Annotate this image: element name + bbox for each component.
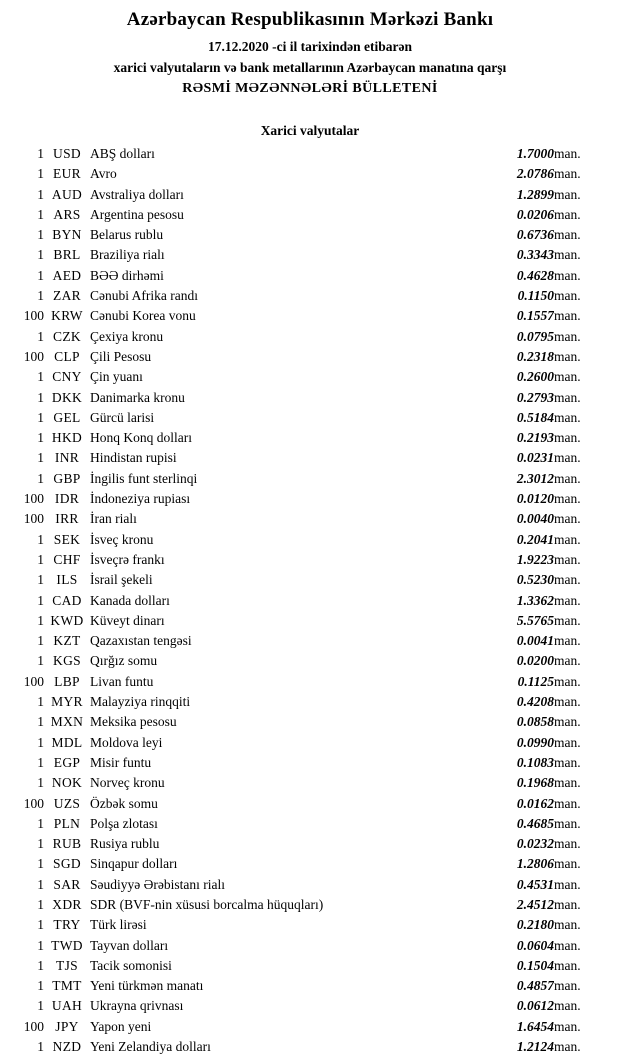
currency-name-cell: İndoneziya rupiası	[90, 491, 191, 507]
currency-name-cell: BƏƏ dirhəmi	[90, 267, 164, 283]
quantity-cell: 1	[37, 896, 44, 912]
currency-name-cell: Avstraliya dolları	[90, 186, 184, 202]
unit-cell: man.	[554, 978, 581, 994]
currency-name-cell: Honq Konq dolları	[90, 430, 192, 446]
quantity-cell: 1	[37, 227, 44, 243]
currency-name-cell: Avro	[90, 166, 117, 182]
quantity-cell: 1	[37, 876, 44, 892]
currency-code-cell: MXN	[50, 714, 84, 730]
unit-cell: man.	[554, 166, 581, 182]
rate-value-cell: 0.0604	[516, 937, 554, 953]
rate-row	[8, 956, 608, 976]
quantity-cell: 100	[23, 308, 44, 324]
quantity-cell: 1	[37, 612, 44, 628]
currency-code-cell: CAD	[52, 592, 82, 608]
currency-name-cell: SDR (BVF-nin xüsusi borcalma hüquqları)	[90, 896, 324, 912]
unit-cell: man.	[554, 673, 581, 689]
unit-cell: man.	[554, 734, 581, 750]
rate-value-cell: 0.1083	[516, 754, 554, 770]
rate-value-cell: 0.4208	[516, 694, 554, 710]
quantity-cell: 1	[37, 267, 44, 283]
quantity-cell: 1	[37, 206, 44, 222]
unit-cell: man.	[554, 856, 581, 872]
unit-cell: man.	[554, 754, 581, 770]
unit-cell: man.	[554, 896, 581, 912]
rate-value-cell: 0.0612	[516, 998, 554, 1014]
rate-row	[8, 205, 608, 225]
rate-value-cell: 0.5184	[516, 409, 554, 425]
rate-row	[8, 286, 608, 306]
page-header	[0, 9, 620, 97]
currency-code-cell: JPY	[55, 1018, 79, 1034]
currency-name-cell: Yeni Zelandiya dolları	[90, 1039, 211, 1055]
unit-cell: man.	[554, 348, 581, 364]
currency-name-cell: Malayziya rinqqiti	[90, 694, 191, 710]
quantity-cell: 1	[37, 288, 44, 304]
quantity-cell: 1	[37, 551, 44, 567]
quantity-cell: 1	[37, 998, 44, 1014]
rate-value-cell: 0.0231	[516, 450, 554, 466]
unit-cell: man.	[554, 430, 581, 446]
rate-row	[8, 185, 608, 205]
rate-row	[8, 388, 608, 408]
unit-cell: man.	[554, 409, 581, 425]
currency-name-cell: İran rialı	[90, 511, 137, 527]
unit-cell: man.	[554, 937, 581, 953]
currency-code-cell: CHF	[53, 551, 81, 567]
currency-name-cell: Çin yuanı	[90, 369, 143, 385]
rate-row	[8, 550, 608, 570]
unit-cell: man.	[554, 227, 581, 243]
quantity-cell: 100	[23, 348, 44, 364]
rate-row	[8, 996, 608, 1016]
rate-row	[8, 794, 608, 814]
quantity-cell: 1	[37, 430, 44, 446]
rate-row	[8, 245, 608, 265]
quantity-cell: 1	[37, 450, 44, 466]
currency-name-cell: Yapon yeni	[90, 1018, 152, 1034]
rate-value-cell: 0.2600	[516, 369, 554, 385]
quantity-cell: 1	[37, 694, 44, 710]
rate-value-cell: 0.3343	[516, 247, 554, 263]
rate-row	[8, 692, 608, 712]
currency-name-cell: İngilis funt sterlinqi	[90, 470, 198, 486]
quantity-cell: 1	[37, 572, 44, 588]
quantity-cell: 1	[37, 1039, 44, 1055]
rate-value-cell: 0.2180	[516, 917, 554, 933]
rate-value-cell: 0.4685	[516, 815, 554, 831]
currency-name-cell: Cənubi Afrika randı	[90, 288, 198, 304]
currency-code-cell: SEK	[53, 531, 81, 547]
rate-value-cell: 0.1968	[516, 775, 554, 791]
rate-row	[8, 327, 608, 347]
currency-name-cell: Polşa zlotası	[90, 815, 158, 831]
currency-name-cell: İsrail şekeli	[90, 572, 153, 588]
quantity-cell: 1	[37, 247, 44, 263]
quantity-cell: 100	[23, 795, 44, 811]
currency-code-cell: TWD	[51, 937, 83, 953]
currency-name-cell: ABŞ dolları	[90, 146, 155, 161]
currency-code-cell: XDR	[52, 896, 82, 912]
quantity-cell: 1	[37, 937, 44, 953]
currency-name-cell: Danimarka kronu	[90, 389, 185, 405]
unit-cell: man.	[554, 389, 581, 405]
currency-code-cell: EGP	[53, 754, 81, 770]
rate-value-cell: 1.3362	[516, 592, 554, 608]
rate-row	[8, 225, 608, 245]
rate-value-cell: 0.0795	[516, 328, 554, 344]
currency-code-cell: INR	[54, 450, 80, 466]
currency-code-cell: IDR	[54, 491, 80, 507]
rate-value-cell: 0.0162	[516, 795, 554, 811]
rate-value-cell: 0.6736	[516, 227, 554, 243]
unit-cell: man.	[554, 308, 581, 324]
rate-row	[8, 1017, 608, 1037]
rate-value-cell: 0.0858	[516, 714, 554, 730]
unit-cell: man.	[554, 450, 581, 466]
unit-cell: man.	[554, 491, 581, 507]
rate-row	[8, 875, 608, 895]
rate-row	[8, 367, 608, 387]
rate-row	[8, 895, 608, 915]
quantity-cell: 1	[37, 592, 44, 608]
rate-value-cell: 1.2806	[516, 856, 554, 872]
quantity-cell: 1	[37, 836, 44, 852]
currency-name-cell: Argentina pesosu	[90, 206, 184, 222]
currency-code-cell: RUB	[52, 836, 82, 852]
rate-row	[8, 814, 608, 834]
currency-code-cell: HKD	[51, 430, 83, 446]
rate-row	[8, 428, 608, 448]
currency-name-cell: Yeni türkmən manatı	[90, 978, 204, 994]
currency-code-cell: UZS	[53, 795, 81, 811]
currency-name-cell: Gürcü larisi	[90, 409, 155, 425]
quantity-cell: 1	[37, 815, 44, 831]
currency-name-cell: Özbək somu	[90, 795, 158, 811]
rate-row	[8, 976, 608, 996]
rate-value-cell: 0.0040	[516, 511, 554, 527]
unit-cell: man.	[554, 146, 581, 161]
quantity-cell: 1	[37, 714, 44, 730]
quantity-cell: 1	[37, 754, 44, 770]
quantity-cell: 1	[37, 186, 44, 202]
quantity-cell: 1	[37, 957, 44, 973]
quantity-cell: 100	[23, 491, 44, 507]
currency-code-cell: ILS	[56, 572, 78, 588]
unit-cell: man.	[554, 328, 581, 344]
currency-code-cell: GBP	[53, 470, 81, 486]
currency-name-cell: Hindistan rupisi	[90, 450, 177, 466]
currency-code-cell: KWD	[50, 612, 84, 628]
currency-code-cell: GEL	[53, 409, 81, 425]
currency-name-cell: Ukrayna qrivnası	[90, 998, 184, 1014]
unit-cell: man.	[554, 592, 581, 608]
currency-code-cell: PLN	[53, 815, 81, 831]
currency-code-cell: MYR	[51, 694, 83, 710]
quantity-cell: 1	[37, 470, 44, 486]
section-title: Xarici valyutalar	[260, 123, 360, 138]
rate-value-cell: 0.4531	[516, 876, 554, 892]
rate-row	[8, 469, 608, 489]
quantity-cell: 100	[23, 511, 44, 527]
rate-row	[8, 570, 608, 590]
currency-name-cell: Səudiyyə Ərəbistanı rialı	[90, 876, 225, 892]
rate-value-cell: 0.4857	[516, 978, 554, 994]
rate-row	[8, 631, 608, 651]
rate-value-cell: 1.2124	[516, 1039, 554, 1055]
quantity-cell: 100	[23, 673, 44, 689]
quantity-cell: 1	[37, 531, 44, 547]
rate-value-cell: 1.7000	[516, 146, 554, 161]
unit-cell: man.	[554, 653, 581, 669]
rate-row	[8, 448, 608, 468]
rate-value-cell: 0.0232	[516, 836, 554, 852]
currency-code-cell: BRL	[53, 247, 81, 263]
currency-code-cell: ZAR	[53, 288, 81, 304]
unit-cell: man.	[554, 267, 581, 283]
currency-code-cell: DKK	[51, 389, 83, 405]
currency-code-cell: KGS	[53, 653, 81, 669]
quantity-cell: 1	[37, 328, 44, 344]
unit-cell: man.	[554, 775, 581, 791]
rate-row	[8, 672, 608, 692]
rate-value-cell: 0.0206	[516, 206, 554, 222]
quantity-cell: 1	[37, 369, 44, 385]
unit-cell: man.	[554, 470, 581, 486]
unit-cell: man.	[554, 247, 581, 263]
currency-name-cell: Çili Pesosu	[90, 348, 152, 364]
bank-title: Azərbaycan Respublikasının Mərkəzi Bankı	[126, 9, 494, 30]
rates-table	[8, 144, 608, 1057]
currency-code-cell: TMT	[52, 978, 82, 994]
unit-cell: man.	[554, 531, 581, 547]
rate-value-cell: 0.5230	[516, 572, 554, 588]
currency-code-cell: AED	[52, 267, 82, 283]
currency-name-cell: Braziliya rialı	[90, 247, 165, 263]
quantity-cell: 1	[37, 146, 44, 161]
currency-name-cell: Norveç kronu	[90, 775, 165, 791]
rate-row	[8, 347, 608, 367]
rate-value-cell: 2.4512	[516, 896, 554, 912]
rate-row	[8, 489, 608, 509]
unit-cell: man.	[554, 572, 581, 588]
unit-cell: man.	[554, 714, 581, 730]
unit-cell: man.	[554, 551, 581, 567]
currency-code-cell: SGD	[53, 856, 81, 872]
quantity-cell: 1	[37, 734, 44, 750]
currency-code-cell: USD	[53, 146, 81, 161]
currency-code-cell: IRR	[55, 511, 79, 527]
quantity-cell: 1	[37, 978, 44, 994]
currency-code-cell: EUR	[53, 166, 81, 182]
quantity-cell: 1	[37, 633, 44, 649]
currency-code-cell: NZD	[52, 1039, 82, 1055]
currency-code-cell: BYN	[52, 227, 82, 243]
rate-row	[8, 733, 608, 753]
currency-code-cell: LBP	[54, 673, 80, 689]
unit-cell: man.	[554, 612, 581, 628]
rate-value-cell: 0.4628	[516, 267, 554, 283]
currency-name-cell: Qazaxıstan tengəsi	[90, 633, 192, 649]
currency-name-cell: Rusiya rublu	[90, 836, 160, 852]
rate-value-cell: 1.6454	[516, 1018, 554, 1034]
unit-cell: man.	[554, 511, 581, 527]
currency-name-cell: Qırğız somu	[90, 653, 158, 669]
unit-cell: man.	[554, 369, 581, 385]
currency-code-cell: AUD	[51, 186, 83, 202]
currency-name-cell: Küveyt dinarı	[90, 612, 165, 628]
rate-value-cell: 0.0990	[516, 734, 554, 750]
unit-cell: man.	[554, 917, 581, 933]
unit-cell: man.	[554, 795, 581, 811]
rate-row	[8, 1037, 608, 1057]
rate-value-cell: 0.2041	[516, 531, 554, 547]
rate-value-cell: 5.5765	[516, 612, 554, 628]
quantity-cell: 100	[23, 1018, 44, 1034]
rates-table-body	[8, 144, 608, 1057]
rate-value-cell: 2.3012	[516, 470, 554, 486]
currency-code-cell: TJS	[56, 957, 78, 973]
unit-cell: man.	[554, 1018, 581, 1034]
quantity-cell: 1	[37, 653, 44, 669]
currency-name-cell: Sinqapur dolları	[90, 856, 178, 872]
unit-cell: man.	[554, 206, 581, 222]
currency-name-cell: Kanada dolları	[90, 592, 170, 608]
unit-cell: man.	[554, 836, 581, 852]
rate-row	[8, 591, 608, 611]
currency-name-cell: Cənubi Korea vonu	[90, 308, 196, 324]
rate-value-cell: 0.2793	[516, 389, 554, 405]
rate-value-cell: 0.0120	[516, 491, 554, 507]
currency-code-cell: KZT	[53, 633, 81, 649]
rate-row	[8, 164, 608, 184]
currency-name-cell: Livan funtu	[90, 673, 154, 689]
rate-value-cell: 0.0200	[516, 653, 554, 669]
currency-name-cell: Meksika pesosu	[90, 714, 177, 730]
currency-code-cell: CNY	[52, 369, 82, 385]
currency-code-cell: SAR	[53, 876, 81, 892]
currency-name-cell: İsveç kronu	[90, 531, 154, 547]
rate-value-cell: 1.9223	[516, 551, 554, 567]
rate-row	[8, 651, 608, 671]
quantity-cell: 1	[37, 389, 44, 405]
unit-cell: man.	[554, 998, 581, 1014]
rate-value-cell: 0.0041	[516, 633, 554, 649]
rate-row	[8, 509, 608, 529]
rate-value-cell: 0.1504	[516, 957, 554, 973]
unit-cell: man.	[554, 694, 581, 710]
rate-row	[8, 854, 608, 874]
currency-code-cell: ARS	[53, 206, 81, 222]
unit-cell: man.	[554, 815, 581, 831]
quantity-cell: 1	[37, 917, 44, 933]
currency-name-cell: İsveçrə frankı	[90, 551, 165, 567]
rate-row	[8, 408, 608, 428]
currency-name-cell: Moldova leyi	[90, 734, 163, 750]
rate-row	[8, 611, 608, 631]
unit-cell: man.	[554, 186, 581, 202]
currency-code-cell: TRY	[53, 917, 81, 933]
currency-name-cell: Türk lirəsi	[90, 917, 147, 933]
unit-cell: man.	[554, 957, 581, 973]
rate-value-cell: 0.2193	[516, 430, 554, 446]
currency-name-cell: Tayvan dolları	[90, 937, 169, 953]
rate-row	[8, 306, 608, 326]
currency-name-cell: Tacik somonisi	[90, 957, 172, 973]
rate-value-cell: 0.1150	[517, 288, 554, 304]
date-line: 17.12.2020 -ci il tarixindən etibarən	[208, 39, 412, 54]
quantity-cell: 1	[37, 166, 44, 182]
rate-row	[8, 144, 608, 164]
bulletin-title: RƏSMİ MƏZƏNNƏLƏRİ BÜLLETENİ	[182, 81, 438, 96]
rate-value-cell: 0.2318	[516, 348, 554, 364]
currency-code-cell: CZK	[53, 328, 81, 344]
rate-value-cell: 0.1125	[517, 673, 554, 689]
currency-code-cell: KRW	[51, 308, 83, 324]
quantity-cell: 1	[37, 856, 44, 872]
currency-code-cell: NOK	[51, 775, 83, 791]
rate-row	[8, 530, 608, 550]
rate-row	[8, 773, 608, 793]
rate-row	[8, 712, 608, 732]
currency-name-cell: Misir funtu	[90, 754, 152, 770]
rate-value-cell: 1.2899	[516, 186, 554, 202]
rate-row	[8, 266, 608, 286]
unit-cell: man.	[554, 633, 581, 649]
currency-name-cell: Belarus rublu	[90, 227, 164, 243]
currency-name-cell: Çexiya kronu	[90, 328, 164, 344]
currency-code-cell: CLP	[54, 348, 80, 364]
quantity-cell: 1	[37, 409, 44, 425]
rate-row	[8, 753, 608, 773]
rate-value-cell: 2.0786	[516, 166, 554, 182]
currency-code-cell: MDL	[51, 734, 83, 750]
currency-code-cell: UAH	[51, 998, 83, 1014]
unit-cell: man.	[554, 876, 581, 892]
rate-row	[8, 915, 608, 935]
unit-cell: man.	[554, 288, 581, 304]
rate-row	[8, 834, 608, 854]
rate-value-cell: 0.1557	[516, 308, 554, 324]
rate-row	[8, 936, 608, 956]
unit-cell: man.	[554, 1039, 581, 1055]
quantity-cell: 1	[37, 775, 44, 791]
subtitle-line: xarici valyutaların və bank metallarının Azərbaycan manatına qarşı	[113, 60, 507, 75]
